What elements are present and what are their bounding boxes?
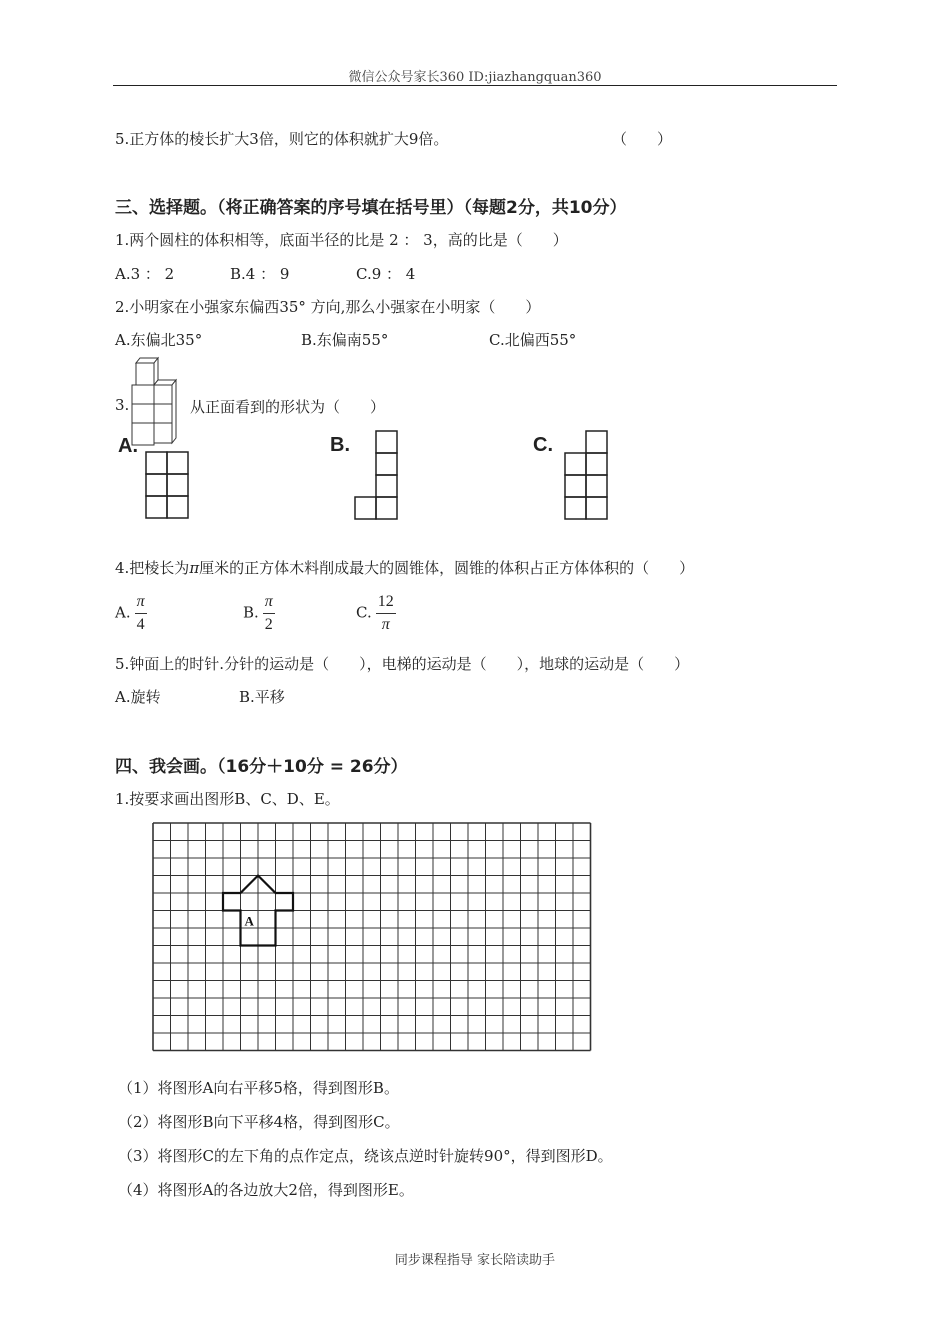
q4-1-step-4: （4）将图形A的各边放大2倍，得到图形E。: [118, 1181, 414, 1199]
q3-2-option-c: C.北偏西55°: [489, 331, 577, 349]
q3-1-option-a: A.3 ： 2: [115, 265, 175, 283]
q3-3-text: 从正面看到的形状为（ ）: [190, 398, 386, 416]
q3-5-option-b: B.平移: [239, 688, 285, 706]
q3-3-option-c-label: C.: [533, 434, 553, 456]
q3-4-option-c: C. $\frac{12}{\pi}$: [356, 593, 394, 633]
q3-2-option-b: B.东偏南55°: [301, 331, 389, 349]
q3-3-option-a-label: A.: [118, 435, 138, 457]
q3-5-text: 5.钟面上的时针.分针的运动是（ ），电梯的运动是（ ），地球的运动是（ ）: [115, 655, 690, 673]
q3-3-option-b-shape: [355, 431, 399, 521]
page-footer: 同步课程指导 家长陪读助手: [394, 1253, 556, 1268]
pi-symbol: π: [189, 559, 200, 577]
q4-1-step-2: （2）将图形B向下平移4格，得到图形C。: [118, 1113, 400, 1131]
q3-3-option-b-label: B.: [330, 434, 350, 456]
q3-1-option-b: B.4 ： 9: [230, 265, 290, 283]
tf-question-5: 5.正方体的棱长扩大3倍，则它的体积就扩大9倍。: [115, 130, 449, 148]
shape-a-label: A: [244, 913, 254, 929]
q3-4-option-a: A. $\frac{\pi}{4}$: [115, 593, 145, 633]
q3-3-option-c-shape: [565, 431, 609, 521]
page-header: 微信公众号家长360 ID:jiazhangquan360: [348, 70, 602, 85]
section-4-title: 四、我会画。（16分＋10分 = 26分）: [115, 757, 408, 777]
q4-1-text: 1.按要求画出图形B、C、D、E。: [115, 790, 340, 808]
q3-4-text: 4.把棱长为π厘米的正方体木料削成最大的圆锥体，圆锥的体积占正方体体积的（ ）: [115, 559, 695, 577]
section-3-title: 三、选择题。（将正确答案的序号填在括号里）（每题2分，共10分）: [115, 198, 627, 218]
fraction-c: $\frac{12}{\pi}$: [377, 593, 394, 633]
q3-2-option-a: A.东偏北35°: [115, 331, 203, 349]
drawing-grid[interactable]: [152, 822, 598, 1048]
q3-2-text: 2.小明家在小强家东偏西35° 方向,那么小强家在小明家（ ）: [115, 298, 541, 316]
q3-4-option-b: B. $\frac{\pi}{2}$: [243, 593, 273, 633]
fraction-a: $\frac{\pi}{4}$: [136, 593, 145, 633]
q4-1-step-1: （1）将图形A向右平移5格，得到图形B。: [118, 1079, 399, 1097]
q3-3-option-a-shape: [146, 452, 190, 520]
q3-3-number: 3.: [115, 396, 130, 414]
q3-5-option-a: A.旋转: [115, 688, 161, 706]
header-divider: [113, 85, 837, 86]
tf-answer-paren-5[interactable]: （ ）: [612, 130, 673, 148]
fraction-b: $\frac{\pi}{2}$: [264, 593, 273, 633]
q3-1-text: 1.两个圆柱的体积相等，底面半径的比是 2 ： 3，高的比是（ ）: [115, 231, 568, 249]
q4-1-step-3: （3）将图形C的左下角的点作定点，绕该点逆时针旋转90°，得到图形D。: [118, 1147, 613, 1165]
q3-1-option-c: C.9 ： 4: [356, 265, 416, 283]
